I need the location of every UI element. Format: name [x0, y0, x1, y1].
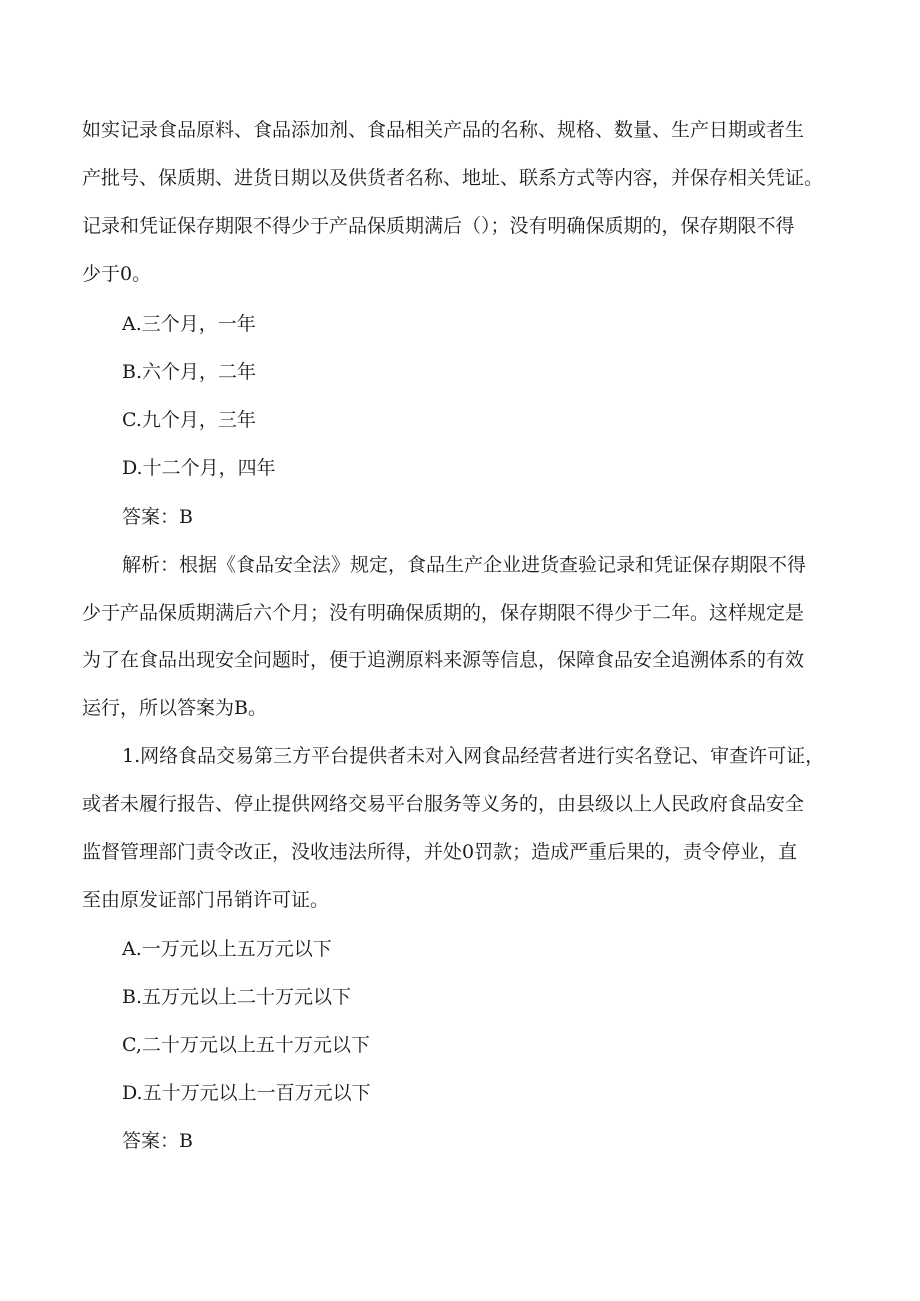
- q1-stem-line-4: 少于0。: [82, 263, 152, 285]
- q1-analysis-line-1: 解析：根据《食品安全法》规定，食品生产企业进货查验记录和凭证保存期限不得: [122, 554, 807, 576]
- q2-option-b: B.五万元以上二十万元以下: [122, 986, 352, 1008]
- q2-stem-line-2: 或者未履行报告、停止提供网络交易平台服务等义务的，由县级以上人民政府食品安全: [82, 793, 805, 815]
- q1-analysis-line-4: 运行，所以答案为B。: [82, 697, 267, 719]
- q1-answer: 答案：B: [122, 506, 193, 528]
- q1-stem-line-2: 产批号、保质期、进货日期以及供货者名称、地址、联系方式等内容，并保存相关凭证。: [82, 167, 824, 189]
- q1-option-b: B.六个月，二年: [122, 361, 257, 383]
- q1-analysis-line-2: 少于产品保质期满后六个月；没有明确保质期的，保存期限不得少于二年。这样规定是: [82, 602, 805, 624]
- q2-stem-line-4: 至由原发证部门吊销许可证。: [82, 889, 330, 911]
- q2-option-a: A.一万元以上五万元以下: [122, 938, 332, 960]
- q1-stem-line-3: 记录和凭证保存期限不得少于产品保质期满后（）；没有明确保质期的，保存期限不得: [82, 215, 795, 237]
- q1-option-c: C.九个月，三年: [122, 409, 256, 431]
- q2-option-d: D.五十万元以上一百万元以下: [122, 1082, 371, 1104]
- q2-stem-line-3: 监督管理部门责令改正，没收违法所得，并处0罚款；造成严重后果的，责令停业，直: [82, 841, 798, 863]
- q1-option-a: A.三个月，一年: [122, 313, 256, 335]
- q1-analysis-line-3: 为了在食品出现安全问题时，便于追溯原料来源等信息，保障食品安全追溯体系的有效: [82, 649, 805, 671]
- q2-option-c: C,二十万元以上五十万元以下: [122, 1034, 370, 1056]
- q1-option-d: D.十二个月，四年: [122, 457, 276, 479]
- q2-answer: 答案：B: [122, 1130, 193, 1152]
- q1-stem-line-1: 如实记录食品原料、食品添加剂、食品相关产品的名称、规格、数量、生产日期或者生: [82, 119, 805, 141]
- q2-stem-line-1: 1.网络食品交易第三方平台提供者未对入网食品经营者进行实名登记、审查许可证，: [122, 745, 825, 767]
